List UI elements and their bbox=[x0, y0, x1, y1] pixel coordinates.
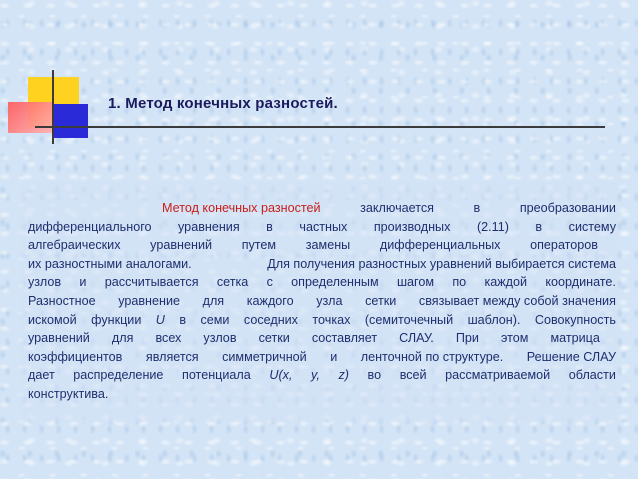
body-word: рассчитывается bbox=[104, 275, 199, 290]
body-word: является bbox=[145, 349, 199, 364]
body-word: производных bbox=[373, 219, 451, 234]
body-word: их разностными аналогами. bbox=[28, 256, 192, 271]
body-word: узлов bbox=[203, 331, 237, 346]
body-line bbox=[28, 292, 616, 311]
body-word: уравнение bbox=[118, 293, 181, 308]
body-word: потенциала bbox=[182, 368, 251, 383]
body-word: узла bbox=[316, 293, 343, 308]
body-word: дифференциальных bbox=[379, 238, 501, 253]
body-word: шаблон). bbox=[467, 312, 521, 327]
body-word: сетка bbox=[216, 275, 249, 290]
body-word: Совокупность bbox=[534, 312, 616, 327]
body-word: семи bbox=[200, 312, 230, 327]
body-word: (2.11) bbox=[476, 219, 509, 234]
body-word: дает bbox=[28, 368, 55, 383]
body-word: и bbox=[79, 275, 87, 290]
body-word: всех bbox=[155, 331, 182, 346]
body-word: симметричной bbox=[222, 349, 307, 364]
body-word: СЛАУ. bbox=[399, 331, 434, 346]
body-word: во bbox=[367, 368, 382, 383]
body-line bbox=[28, 366, 616, 385]
body-paragraph bbox=[28, 199, 616, 404]
body-word: координате. bbox=[545, 275, 616, 290]
body-word: связывает между собой значения bbox=[418, 293, 616, 308]
body-word: Решение СЛАУ bbox=[526, 349, 616, 364]
body-word: конструктива. bbox=[28, 386, 109, 401]
title-underline bbox=[35, 126, 605, 128]
body-word: уравнений bbox=[28, 331, 90, 346]
body-word: каждого bbox=[246, 293, 294, 308]
body-word: ленточной по структуре. bbox=[360, 349, 504, 364]
body-word: каждой bbox=[484, 275, 528, 290]
logo-blue-square bbox=[52, 104, 88, 138]
body-word: для bbox=[202, 293, 225, 308]
body-word: y, bbox=[311, 368, 320, 383]
slide-title: 1. Метод конечных разностей. bbox=[108, 95, 338, 112]
body-word: преобразовании bbox=[519, 201, 616, 215]
body-word: и bbox=[330, 349, 338, 364]
body-word: в bbox=[535, 219, 543, 234]
body-word: заключается bbox=[360, 201, 434, 215]
body-word: в bbox=[266, 219, 273, 234]
highlighted-term: Метод конечных разностей bbox=[162, 201, 321, 215]
body-word: Разностное bbox=[28, 293, 96, 308]
body-word: сетки bbox=[258, 331, 290, 346]
body-word: искомой bbox=[28, 312, 77, 327]
body-word: определенным bbox=[291, 275, 379, 290]
body-word: коэффициентов bbox=[28, 349, 123, 364]
body-word: шагом bbox=[396, 275, 435, 290]
body-word: матрица bbox=[550, 331, 600, 346]
body-word: распределение bbox=[73, 368, 164, 383]
body-word: для bbox=[111, 331, 134, 346]
body-word: (семиточечный bbox=[364, 312, 454, 327]
body-word: соседних bbox=[243, 312, 298, 327]
body-line bbox=[28, 273, 616, 292]
body-word: этом bbox=[500, 331, 529, 346]
body-word: систему bbox=[568, 219, 616, 234]
body-word: рассматриваемой bbox=[445, 368, 551, 383]
body-word: U(x, bbox=[269, 368, 293, 383]
logo-red-square bbox=[8, 102, 52, 133]
body-word: точках bbox=[312, 312, 351, 327]
body-line bbox=[28, 311, 616, 330]
body-word: z) bbox=[338, 368, 349, 383]
body-word: дифференциального bbox=[28, 219, 152, 234]
body-word: U bbox=[155, 312, 165, 327]
body-line bbox=[28, 348, 616, 367]
body-word: области bbox=[568, 368, 616, 383]
body-line bbox=[28, 255, 616, 274]
body-word: с bbox=[266, 275, 273, 290]
body-word: замены bbox=[305, 238, 351, 253]
logo-vertical-line bbox=[52, 70, 54, 144]
body-word: узлов bbox=[28, 275, 62, 290]
body-word: по bbox=[452, 275, 467, 290]
body-word: При bbox=[455, 331, 479, 346]
body-word: функции bbox=[91, 312, 142, 327]
body-word: операторов bbox=[530, 238, 598, 253]
body-line bbox=[28, 199, 616, 218]
body-word: составляет bbox=[311, 331, 378, 346]
body-word: всей bbox=[399, 368, 427, 383]
body-line bbox=[28, 218, 616, 237]
body-word: путем bbox=[241, 238, 277, 253]
body-word: сетки bbox=[365, 293, 397, 308]
body-word: алгебраических bbox=[28, 238, 121, 253]
body-word: уравнения bbox=[178, 219, 240, 234]
body-line bbox=[28, 236, 616, 255]
body-line bbox=[28, 385, 616, 404]
body-word: уравнений bbox=[150, 238, 213, 253]
body-word: в bbox=[179, 312, 187, 327]
body-line bbox=[28, 329, 616, 348]
body-word: частных bbox=[299, 219, 348, 234]
body-word: Для получения разностных уравнений выбирается система bbox=[267, 256, 616, 271]
body-word: в bbox=[473, 201, 481, 215]
